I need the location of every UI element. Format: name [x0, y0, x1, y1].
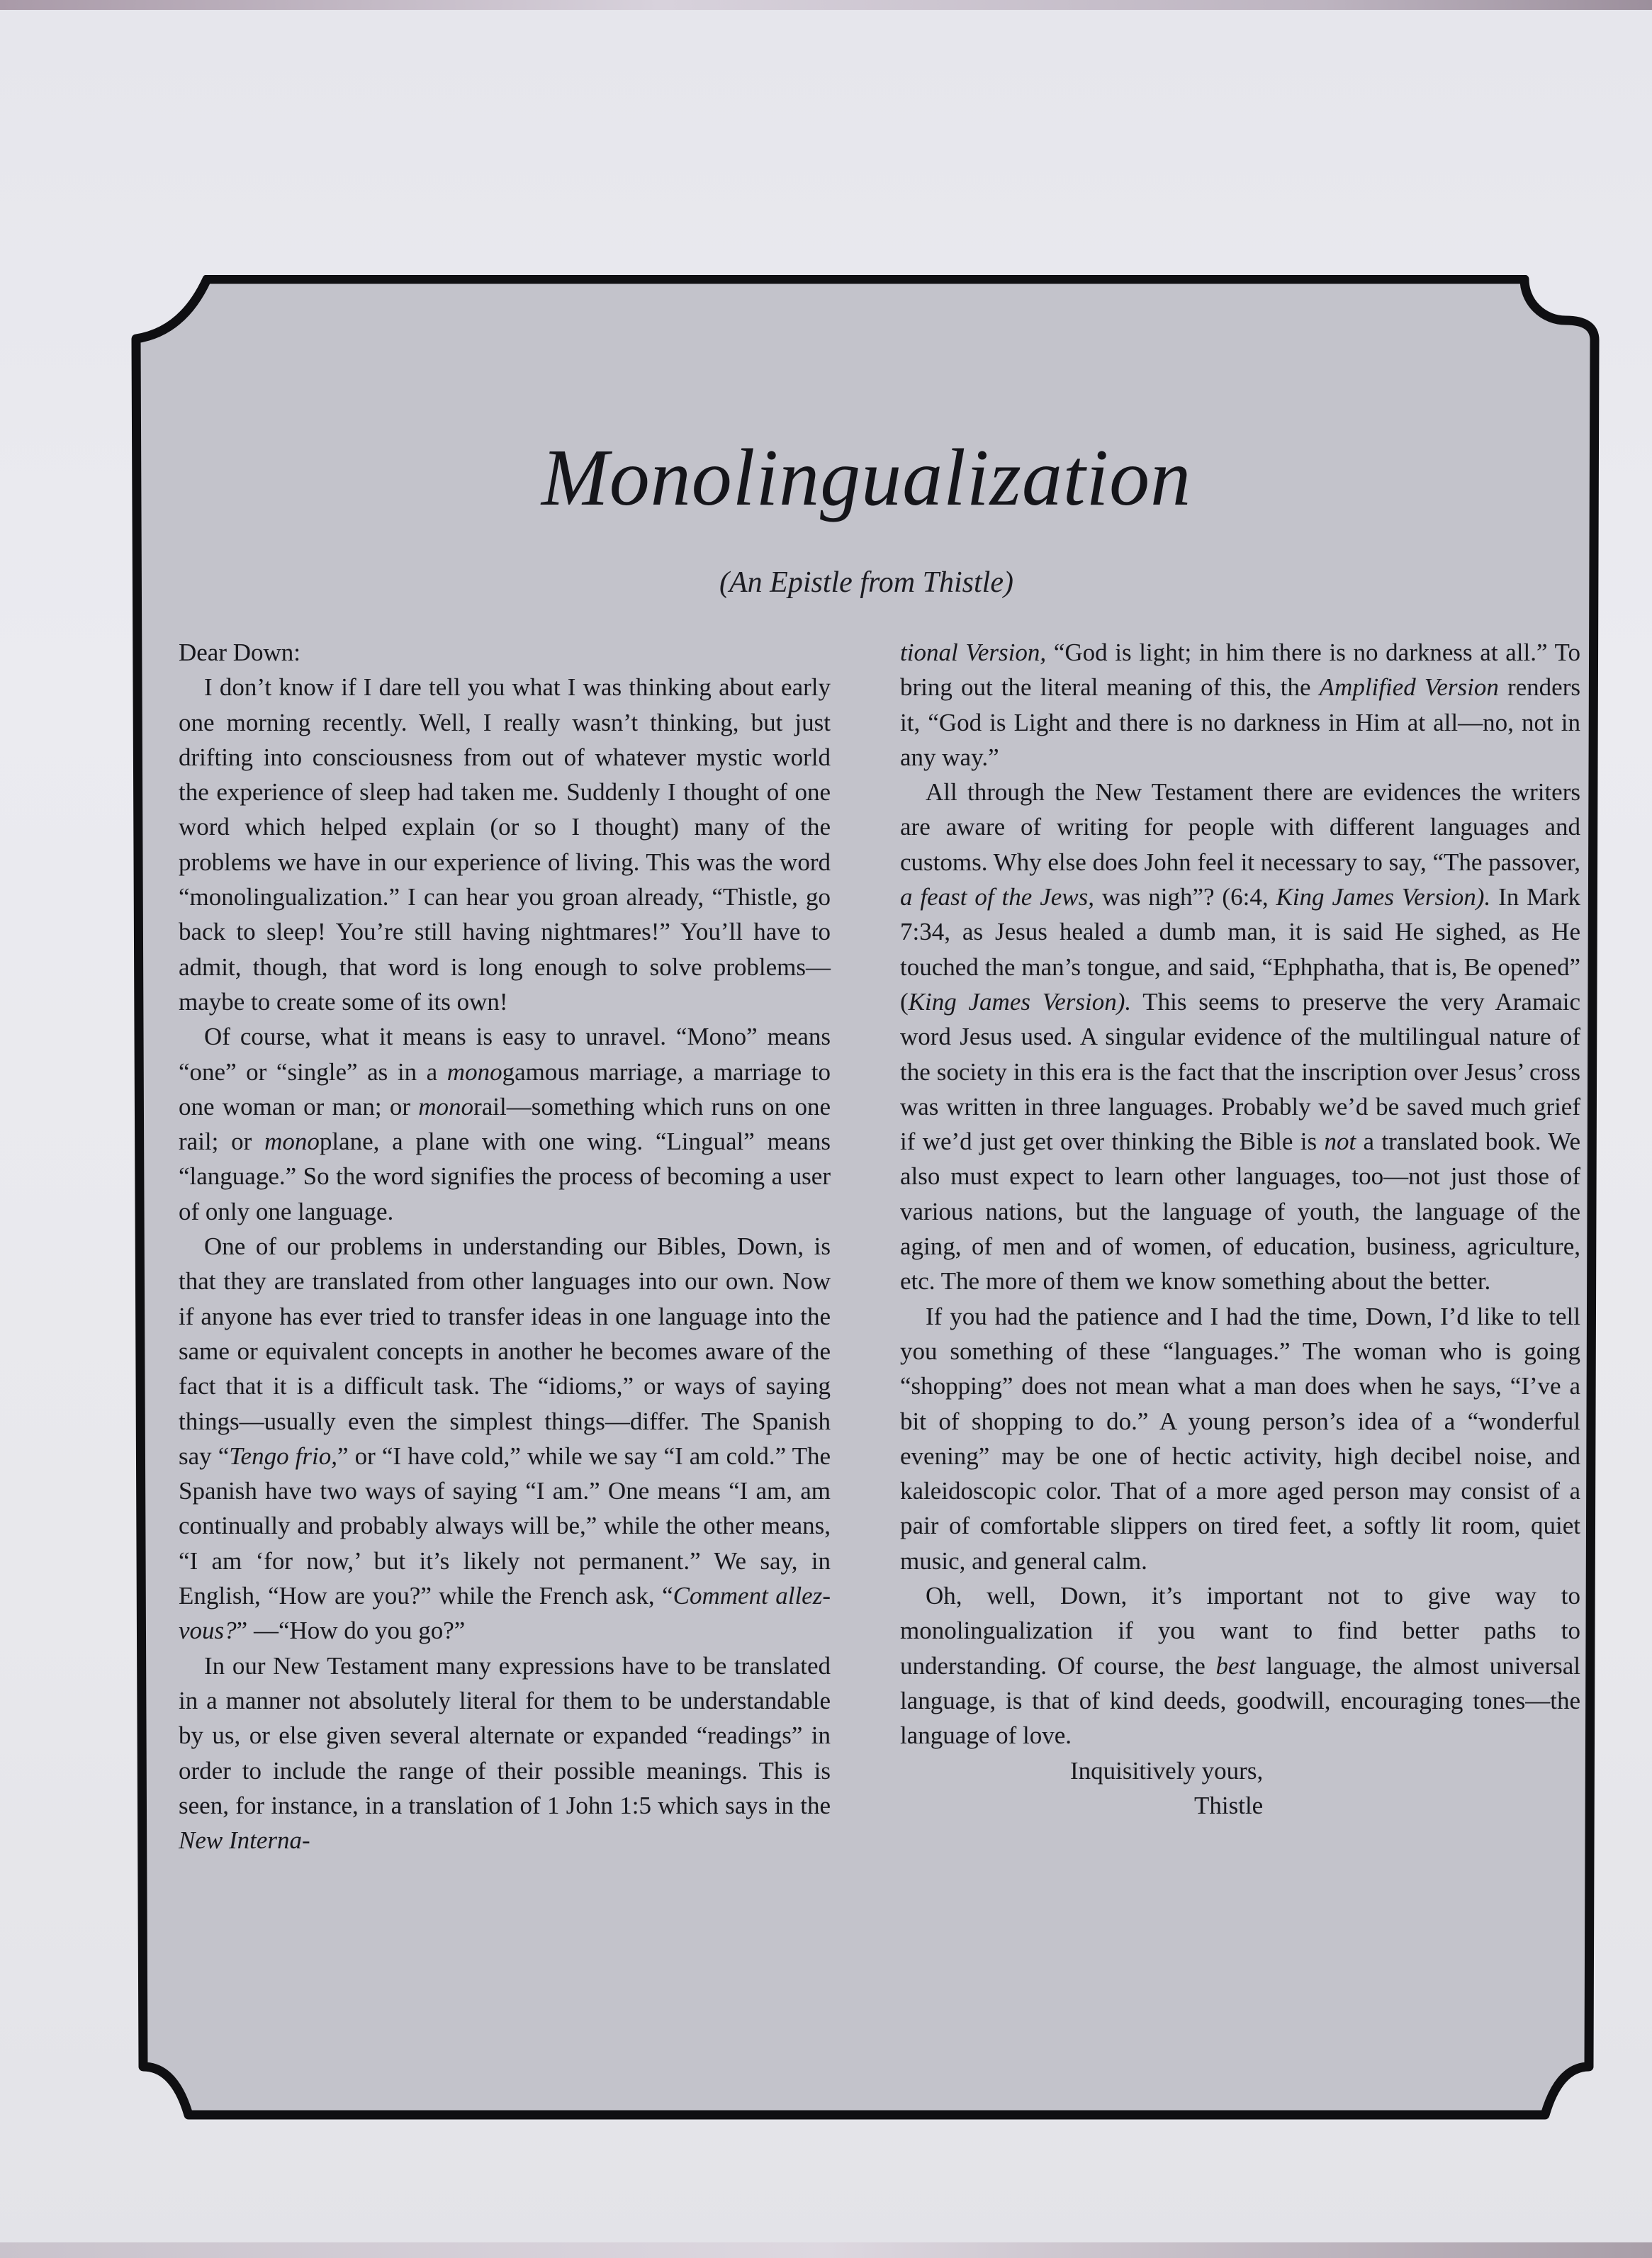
left-column: [179, 635, 831, 1858]
paragraph: In our New Testament many expressions have to be translated in a manner not absolutely literal for them to be understandable by us, or else given several alternate or expanded “readings” in order to include the range of their possible meanings. This is seen, for instance, in a translation of 1 John 1:5 which says in the New Interna-: [179, 1651, 831, 1855]
paragraph: Of course, what it means is easy to unravel. “Mono” means “one” or “single” as in a monogamous marriage, a marriage to one woman or man; or monorail—something which runs on one rail; or monoplane, a plane with one wing. “Lingual” means “language.” So the word signifies the process of becoming a user of only one language.: [179, 1023, 831, 1225]
paragraph: If you had the patience and I had the time, Down, I’d like to tell you something of these “languages.” The woman who is going “shopping” does not mean what a man does when he says, “I’ve a bit of shopping to do.” A young person’s idea of a “wonderful evening” may be one of hectic activity, high decibel noise, and kaleidoscopic color. That of a more aged person may consist of a pair of comfortable slippers on tired feet, a softly lit room, quiet music, and general calm.: [900, 1302, 1580, 1575]
article-title: Monolingualization: [541, 432, 1192, 522]
right-column: [900, 635, 1580, 1823]
paragraph: Oh, well, Down, it’s important not to give way to monolingualization if you want to find better paths to understanding. Of course, the best language, the almost universal language, is that of kind deeds, goodwill, encouraging tones—the language of love.: [900, 1582, 1580, 1750]
salutation: Dear Down:: [179, 639, 301, 666]
signature: Thistle: [1194, 1791, 1264, 1819]
paragraph: One of our problems in understanding our Bibles, Down, is that they are translated from other languages into our own. Now if anyone has ever tried to transfer ideas in one language into the same or equivalent concepts in another he becomes aware of the fact that it is a difficult task. The “idioms,” or ways of saying things—usually even the simplest things—differ. The Spanish say “Tengo frio,” or “I have cold,” while we say “I am cold.” The Spanish have two ways of saying “I am.” One means “I am, am continually and probably always will be,” while the other means, “I am ‘for now,’ but it’s likely not permanent.” We say, in English, “How are you?” while the French ask, “Comment allez-vous?” —“How do you go?”: [179, 1232, 831, 1645]
page-bottom-edge: [0, 2242, 1652, 2258]
paragraph: I don’t know if I dare tell you what I was thinking about early one morning recently. Well, I really wasn’t thinking, but just drifting into consciousness from out of whatever mystic world the experience of sleep had taken me. Suddenly I thought of one word which helped explain (or so I thought) many of the problems we have in our experience of living. This was the word “monolingualization.” I can hear you groan already, “Thistle, go back to sleep! You’re still having nightmares!” You’ll have to admit, though, that word is long enough to solve problems—maybe to create some of its own!: [179, 673, 831, 1016]
page-top-edge: [0, 0, 1652, 10]
closing: Inquisitively yours,: [1070, 1756, 1264, 1785]
article-subtitle: (An Epistle from Thistle): [719, 566, 1013, 599]
article-frame: [99, 275, 1634, 2121]
paragraph: All through the New Testament there are evidences the writers are aware of writing for people with different languages and customs. Why else does John feel it necessary to say, “The passover, a feast of the Jews, was nigh”? (6:4, King James Version). In Mark 7:34, as Jesus healed a dumb man, it is said He sighed, as He touched the man’s tongue, and said, “Ephphatha, that is, Be opened” (King James Version). This seems to preserve the very Aramaic word Jesus used. A singular evidence of the multilingual nature of the society in this era is the fact that the inscription over Jesus’ cross was written in three languages. Probably we’d be saved much grief if we’d just get over thinking the Bible is not a translated book. We also must expect to learn other languages, too—not just those of various nations, but the language of youth, the language of the aging, of men and of women, of education, business, agriculture, etc. The more of them we know something about the better.: [900, 778, 1580, 1296]
paragraph: tional Version, “God is light; in him there is no darkness at all.” To bring out the literal meaning of this, the Amplified Version renders it, “God is Light and there is no darkness in Him at all—no, not in any way.”: [900, 639, 1580, 771]
